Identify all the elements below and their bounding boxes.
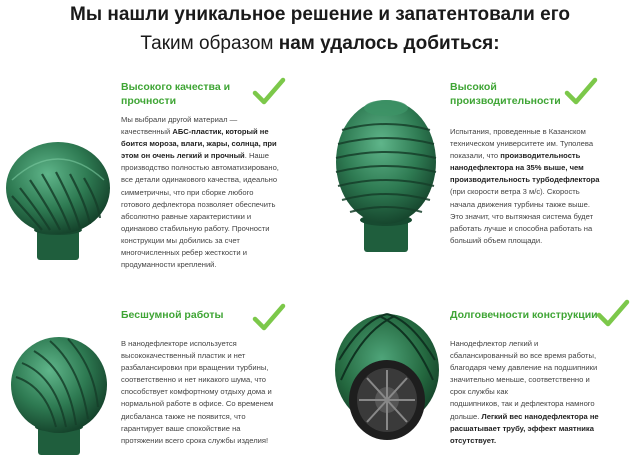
line-text: боится мороза, влаги, жары, солнца, при — [121, 139, 277, 149]
subtitle-normal: Таким образом — [140, 33, 279, 54]
line-text: Это значит, что вытяжная система будет — [450, 211, 594, 221]
line-text: конструкции мы добились за счет — [121, 235, 240, 245]
check-icon — [596, 298, 630, 328]
feature-text-line — [450, 126, 599, 138]
line-text: Нанодефлектор легкий и — [450, 339, 539, 348]
deflector-product-image-3 — [6, 327, 112, 457]
feature-text-line — [450, 186, 599, 198]
feature-text-line — [450, 350, 599, 362]
line-bold-text: производительность — [500, 151, 581, 161]
line-text: Испытания, проведенные в Казанском — [450, 127, 586, 136]
feature-text-silent — [121, 338, 273, 447]
line-text: срок службы как — [450, 387, 508, 397]
line-text: показали, что — [450, 151, 501, 161]
line-text: протяжении всего срока службы изделия! — [121, 435, 269, 445]
line-text: техническом университете им. Туполева — [450, 139, 594, 149]
feature-text-line — [121, 162, 279, 174]
line-text: значительно меньше, соответственно и — [450, 375, 590, 385]
feature-text-line — [121, 199, 279, 211]
deflector-product-image-4 — [333, 300, 441, 460]
line-text: нормальной работе в офисе. Со временем — [121, 399, 274, 409]
subtitle-bold: нам удалось добиться: — [278, 33, 500, 54]
feature-text-line — [121, 187, 279, 199]
check-icon — [252, 302, 286, 332]
line-bold-text: АБС-пластик, который не — [172, 127, 269, 137]
page-subtitle — [0, 33, 640, 55]
line-text: продуманности креплений. — [121, 260, 217, 270]
check-icon — [564, 76, 598, 106]
feature-text-line — [121, 435, 273, 447]
line-text: дисбаланса также не появится, что — [121, 411, 246, 421]
feature-text-line — [450, 199, 599, 211]
line-text: больший объем площади. — [450, 235, 543, 245]
line-text: готового дефлектора позволяет обеспечить — [121, 199, 276, 209]
feature-text-line — [121, 174, 279, 186]
line-text: все детали одинакового качества, идеально — [121, 175, 278, 185]
line-text: подшипников, так и дефлектора намного — [450, 399, 595, 409]
feature-text-quality — [121, 114, 279, 271]
line-text: работать лучше и способна работать на — [450, 223, 593, 233]
line-text: симметричны, что при сборке любого — [121, 187, 254, 197]
feature-text-line — [450, 235, 599, 247]
feature-text-line — [121, 398, 273, 410]
feature-text-line — [121, 362, 273, 374]
feature-text-line — [450, 398, 599, 410]
line-text: В нанодефлекторе используется — [121, 339, 237, 348]
line-text: нанодефлектора на 35% выше, чем — [450, 163, 584, 173]
feature-text-line — [450, 138, 599, 150]
feature-text-line — [121, 374, 273, 386]
feature-text-line — [450, 374, 599, 386]
line-text: одинаково стабильную работу. Прочности — [121, 223, 270, 233]
line-text: (при скорости ветра 3 м/с). Скорость — [450, 187, 580, 197]
feature-title-silent: Бесшумной работы — [121, 309, 224, 321]
check-icon — [252, 76, 286, 106]
feature-text-line — [121, 247, 279, 259]
line-text: качественный — [121, 127, 173, 137]
feature-text-line — [450, 211, 599, 223]
line-text: сбалансированный во все время работы, — [450, 351, 597, 361]
feature-text-line — [121, 150, 279, 162]
line-bold-text: Легкий вес нанодефлектора не — [481, 411, 599, 421]
feature-title-quality: Высокого качества и прочности — [121, 81, 231, 107]
line-text: дольше. — [450, 411, 482, 421]
line-text: отсутствует. — [450, 435, 497, 445]
feature-title-performance: Высокой производительности — [450, 81, 561, 107]
feature-text-line — [450, 150, 599, 162]
line-text: разбалансировки при вращении турбины, — [121, 363, 269, 373]
line-text: этом он очень легкий и прочный — [121, 151, 245, 161]
line-text: благодаря чему давление на подшипники — [450, 363, 598, 373]
feature-text-line — [450, 174, 599, 186]
line-text: начала движения турбины также выше. — [450, 199, 590, 209]
deflector-product-image-1 — [2, 118, 112, 268]
line-text: высококачественный пластик и нет — [121, 351, 246, 361]
line-text: абсолютно равные характеристики и — [121, 211, 252, 221]
feature-title-durability: Долговечности конструкции — [450, 309, 598, 321]
feature-text-line — [450, 223, 599, 235]
line-text: соответственно и нет никакого шума, что — [121, 375, 266, 385]
line-text: Мы выбрали другой материал — — [121, 115, 238, 124]
feature-text-line — [121, 211, 279, 223]
feature-text-line — [450, 386, 599, 398]
line-text: производительность турбодефлектора — [450, 175, 600, 185]
feature-text-line — [121, 138, 279, 150]
feature-text-line — [121, 114, 279, 126]
feature-text-durability — [450, 338, 599, 447]
line-text: производство полностью автоматизировано, — [121, 163, 279, 173]
feature-text-performance — [450, 126, 599, 247]
feature-text-line — [121, 338, 273, 350]
feature-text-line — [450, 435, 599, 447]
line-text: расшатывает трубу, эффект маятника — [450, 423, 594, 433]
feature-text-line — [121, 423, 273, 435]
feature-text-line — [450, 411, 599, 423]
line-text: многочисленных ребер жесткости и — [121, 248, 247, 258]
feature-text-line — [450, 362, 599, 374]
feature-text-line — [121, 235, 279, 247]
line-text: гарантирует ваше спокойствие на — [121, 423, 241, 433]
line-text: способствует комфортному отдыху дома и — [121, 387, 272, 397]
feature-text-line — [450, 338, 599, 350]
feature-text-line — [121, 350, 273, 362]
feature-text-line — [121, 411, 273, 423]
feature-text-line — [121, 126, 279, 138]
line-rest-text: . Наше — [244, 151, 269, 161]
deflector-product-image-2 — [330, 70, 442, 255]
feature-text-line — [121, 386, 273, 398]
feature-text-line — [450, 162, 599, 174]
feature-text-line — [121, 259, 279, 271]
page-title: Мы нашли уникальное решение и запатентовали его — [70, 4, 570, 25]
feature-text-line — [450, 423, 599, 435]
feature-text-line — [121, 223, 279, 235]
